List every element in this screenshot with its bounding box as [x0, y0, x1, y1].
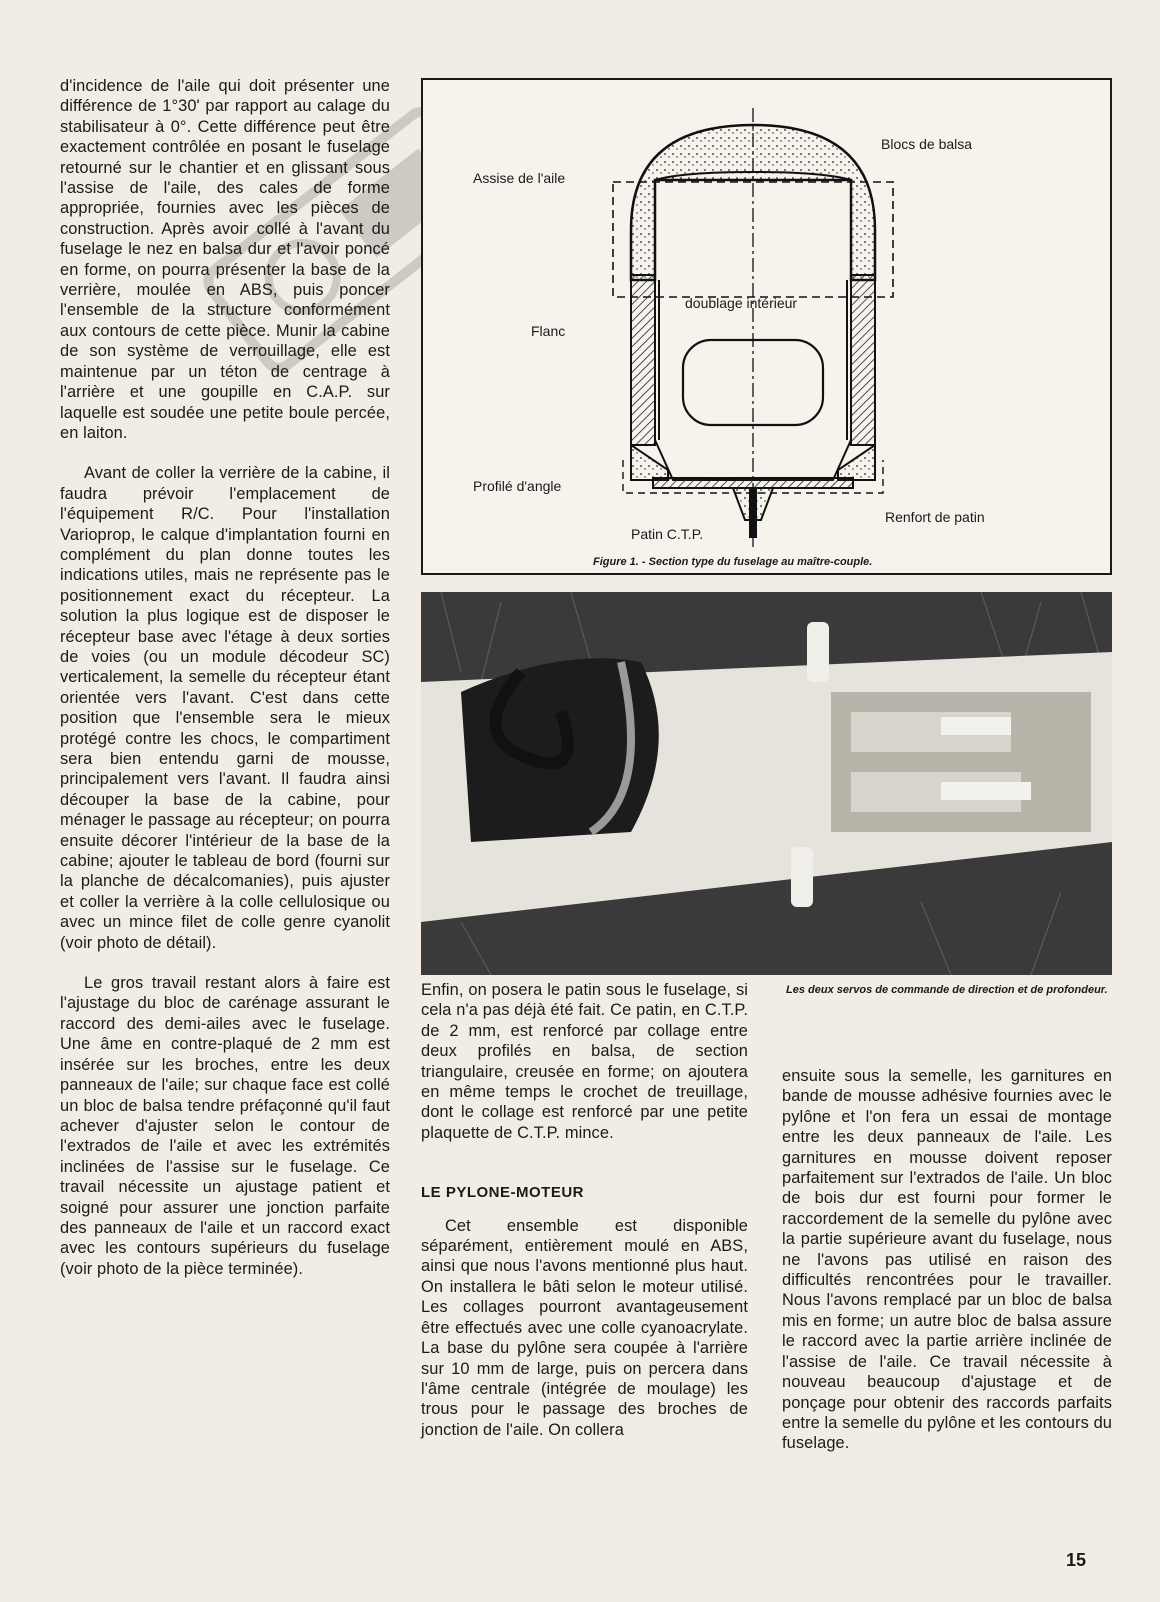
text-column-middle: [421, 980, 748, 1460]
paragraph: Enfin, on posera le patin sous le fuselage, si cela n'a pas déjà été fait. Ce patin, en C.T.P. de 2 mm, est renforcé par collage entre deux profilés en balsa, de section triangulaire, creusée en forme; on ajoutera en même temps le crochet de treuillage, dont le collage est renforcé par une petite plaquette de C.T.P. mince.: [421, 981, 748, 1142]
paragraph: Cet ensemble est disponible séparément, entièrement moulé en ABS, ainsi que nous l'avons mentionné plus haut. On installera le bâti selon le moteur utilisé. Les collages pourront avantageusement être effectués avec une colle cyanoacrylate. La base du pylône sera coupée à l'arrière sur 10 mm de large, puis on percera dans l'âme centrale (intégrée de moulage) les trous pour le passage des broches de jonction de l'aile. On collera: [421, 1216, 748, 1439]
label-doublage: doublage intérieur: [685, 295, 798, 311]
label-assise-aile: Assise de l'aile: [473, 170, 566, 186]
label-flanc: Flanc: [531, 323, 566, 339]
text-column-right: [782, 1066, 1112, 1474]
label-renfort-patin: Renfort de patin: [885, 509, 985, 525]
paragraph: Le gros travail restant alors à faire est l'ajustage du bloc de carénage assurant le raccord des demi-ailes avec le fuselage. Une âme en contre-plaqué de 2 mm est insérée sur les broches, entre les deux panneaux de l'aile; sur chaque face est collé un bloc de balsa tendre préfaçonné qu'il faut achever d'ajuster selon le contour de l'extrados de l'aile et avec les extrémités inclinées de l'assise sur le fuselage. Ce travail nécessite un ajustage patient et soigné pour assurer une jonction parfaite des panneaux de l'aile et un raccord exact avec les contours supérieurs du fuselage (voir photo de la pièce terminée).: [60, 974, 390, 1278]
paragraph: d'incidence de l'aile qui doit présenter une différence de 1°30' par rapport au calage du stabilisateur à 0°. Cette différence peut être exactement contrôlée en posant le fuselage retourné sur le chantier et en glissant sous l'assise de l'aile, des cales de forme appropriée, fournies avec les pièces de construction. Après avoir collé à l'avant du fuselage le nez en balsa dur et l'avoir poncé en forme, on pourra présenter la base de la verrière, moulée en ABS, puis poncer l'ensemble de la structure conformément aux contours de cette pièce. Munir la cabine de son système de verrouillage, elle est maintenue par un téton de centrage à l'arrière et une goupille en C.A.P. sur laquelle est soudée une petite boule percée, en laiton.: [60, 77, 390, 442]
fuselage-section-diagram: [423, 80, 1114, 577]
text-column-left: [60, 76, 390, 1299]
photo-servos: [421, 592, 1112, 975]
figure-caption: Figure 1. - Section type du fuselage au maître-couple.: [593, 556, 873, 568]
label-blocs-balsa: Blocs de balsa: [881, 136, 973, 152]
photo-caption: Les deux servos de commande de direction et de profondeur.: [786, 984, 1108, 996]
photo-fuselage-image: [421, 592, 1112, 975]
label-profile-angle: Profilé d'angle: [473, 478, 562, 494]
section-heading: LE PYLONE-MOTEUR: [421, 1184, 585, 1202]
paragraph: ensuite sous la semelle, les garnitures en bande de mousse adhésive fournies avec le pylône et l'on fera un essai de montage entre les deux panneaux de l'aile. Les garnitures en mousse doivent reposer parfaitement sur l'extrados de l'aile. Un bloc de bois dur est fourni pour former le raccordement de la semelle du pylône avec la partie supérieure avant du fuselage, nous ne l'avons pas utilisé en raison des difficultés rencontrées pour le travailler. Nous l'avons remplacé par un bloc de balsa mis en forme; un autre bloc de balsa assure le raccord avec la partie arrière inclinée de l'assise de l'aile. Ce travail nécessite à nouveau beaucoup d'ajustage et de ponçage pour obtenir des raccords parfaits entre la semelle du pylône et les contours du fuselage.: [782, 1067, 1112, 1453]
label-patin: Patin C.T.P.: [631, 526, 704, 542]
page-number: 15: [1066, 1550, 1087, 1570]
figure-fuselage-section: [421, 78, 1112, 575]
paragraph: Avant de coller la verrière de la cabine, il faudra prévoir l'emplacement de l'équipement R/C. Pour l'installation Varioprop, le calque d'implantation fourni en complément du plan donne toutes les indications utiles, mais ne représente pas le positionnement exact du récepteur. La solution la plus logique est de disposer le récepteur base avec l'étage à deux sorties de voies (ou un module décodeur SC) verticalement, la semelle du récepteur étant orientée vers l'avant. C'est dans cette position que l'ensemble sera le mieux protégé contre les chocs, le compartiment sera bien entendu garni de mousse, principalement vers l'avant. Il faudra ainsi découper la base de la cabine, pour ménager le passage au récepteur; on pourra ensuite décorer l'intérieur de la base de la cabine; ajouter le tableau de bord (fourni sur la planche de décalcomanies), puis ajuster et coller la verrière à la colle cellulosique ou avec un mince filet de colle genre cyanolit (voir photo de détail).: [60, 464, 390, 952]
